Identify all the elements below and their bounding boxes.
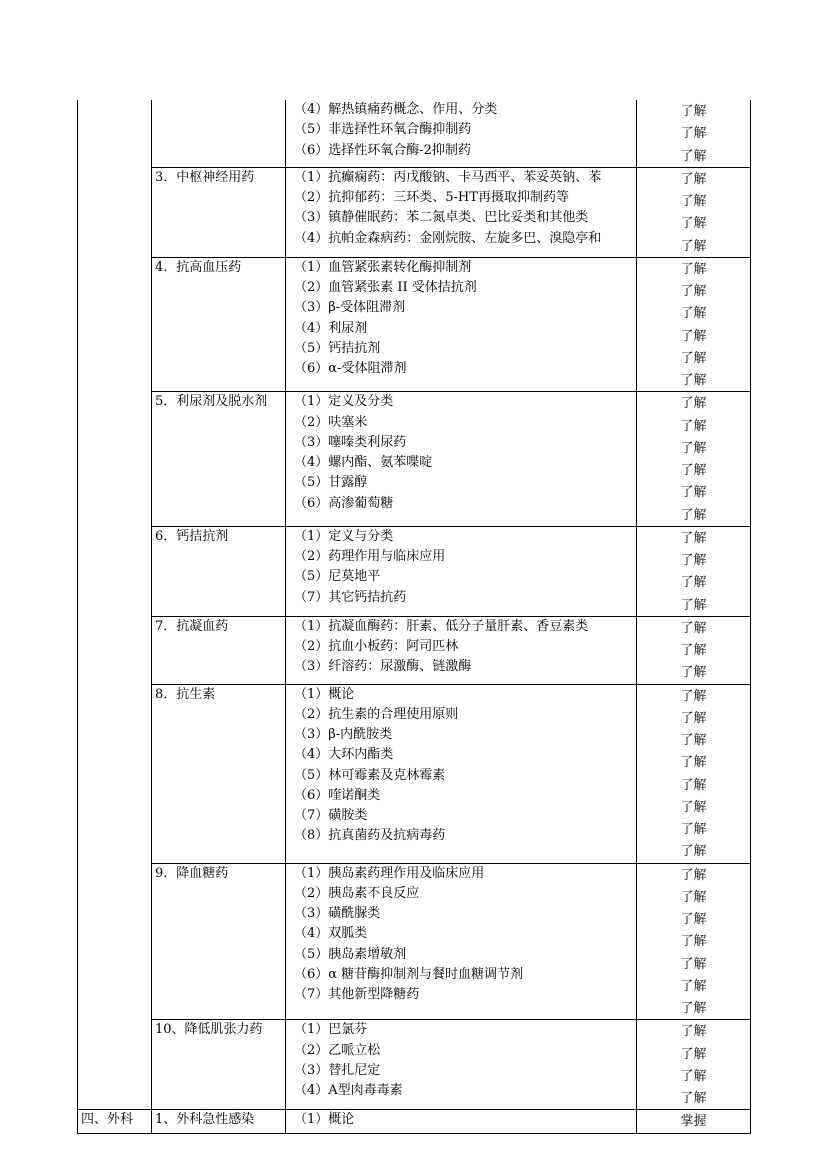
item-text: （5）甘露醇 [294, 475, 368, 491]
section-row [78, 863, 751, 1020]
module-label: 四、外科 [81, 1112, 134, 1128]
item-level: 了解 [680, 1001, 707, 1016]
item-text: （3）β-内酰胺类 [294, 727, 393, 742]
section-row [78, 392, 751, 527]
section-title-cell [152, 1020, 286, 1110]
item-text: （6）高渗葡萄糖 [294, 495, 394, 511]
item-level: 了解 [680, 934, 707, 950]
section-title-cell [152, 684, 286, 863]
level-cell [637, 1020, 751, 1110]
section-row [78, 1020, 751, 1110]
section-row [78, 167, 751, 257]
item-level: 了解 [680, 597, 707, 613]
item-level: 了解 [680, 284, 707, 299]
section-title [152, 100, 285, 120]
item-level: 了解 [680, 867, 707, 883]
items-cell [286, 257, 637, 392]
item-level: 了解 [680, 485, 707, 501]
section-title-cell [152, 863, 286, 1020]
level-cell [637, 526, 751, 616]
item-level: 了解 [680, 1046, 707, 1062]
level-cell [637, 100, 751, 167]
item-level: 了解 [680, 822, 707, 837]
level-cell [637, 1110, 751, 1133]
items-cell [286, 684, 637, 863]
section-title: 10、降低肌张力药 [155, 1022, 263, 1038]
item-text: （7）其他新型降糖药 [294, 987, 420, 1002]
item-text: （4）利尿剂 [294, 320, 368, 336]
item-text: （1）概论 [294, 686, 355, 702]
section-row [78, 100, 751, 167]
item-level: 了解 [680, 799, 707, 815]
item-level: 了解 [680, 844, 707, 860]
item-level: 了解 [680, 553, 707, 568]
item-text: （2）抗血小板药：阿司匹林 [294, 639, 459, 654]
item-text: （4）双胍类 [294, 926, 368, 942]
item-text: （3）噻嗪类利尿药 [294, 434, 407, 450]
item-text: （5）钙拮抗剂 [294, 340, 381, 356]
item-text: （4）抗帕金森病药：金刚烷胺、左旋多巴、溴隐亭和 [294, 230, 602, 246]
syllabus-table [77, 100, 751, 1134]
item-text: （3）β-受体阻滞剂 [294, 300, 406, 316]
item-level: 了解 [680, 126, 707, 142]
item-level: 了解 [680, 328, 707, 344]
section-title-cell [152, 392, 286, 527]
item-text: （3）纤溶药：尿激酶、链激酶 [294, 659, 472, 675]
item-text: （1）血管紧张素转化酶抑制剂 [294, 259, 472, 275]
item-level: 了解 [680, 1068, 707, 1084]
level-cell [637, 616, 751, 684]
level-cell [637, 167, 751, 257]
module-cell [78, 100, 152, 1110]
item-text: （4）大环内酯类 [294, 747, 394, 763]
item-text: （1）概论 [294, 1112, 355, 1128]
module-cell [78, 1110, 152, 1133]
item-level: 了解 [680, 755, 707, 771]
item-level: 了解 [680, 463, 707, 478]
item-text: （1）抗凝血酶药：肝素、低分子量肝素、香豆素类 [294, 618, 589, 634]
item-level: 了解 [680, 171, 707, 187]
item-level: 了解 [680, 507, 707, 523]
section-row [78, 257, 751, 392]
item-text: （2）胰岛素不良反应 [294, 885, 420, 901]
item-text: （2）呋塞米 [294, 414, 368, 430]
section-title: 3．中枢神经用药 [155, 169, 255, 185]
item-text: （4）A型肉毒毒素 [294, 1083, 403, 1098]
item-text: （2）抗抑郁药：三环类、5-HT再摄取抑制药等 [294, 190, 569, 205]
item-text: （2）抗生素的合理使用原则 [294, 706, 459, 722]
item-text: （8）抗真菌药及抗病毒药 [294, 828, 446, 844]
section-title-cell [152, 616, 286, 684]
item-level: 了解 [680, 1024, 707, 1040]
item-level: 了解 [680, 440, 707, 456]
item-level: 了解 [680, 261, 707, 277]
section-title-cell [152, 100, 286, 167]
items-cell [286, 167, 637, 257]
item-level: 了解 [680, 956, 707, 972]
module-label [78, 100, 151, 120]
section-row [78, 616, 751, 684]
item-level: 了解 [680, 1091, 707, 1106]
section-row [78, 684, 751, 863]
section-row [78, 1110, 751, 1133]
items-cell [286, 1110, 637, 1133]
item-level: 了解 [680, 350, 707, 366]
item-level: 了解 [680, 688, 707, 704]
item-level: 了解 [680, 777, 707, 793]
item-level: 了解 [680, 912, 707, 927]
section-title: 4．抗高血压药 [155, 259, 242, 275]
item-text: （2）药理作用与临床应用 [294, 549, 446, 564]
item-text: （2）血管紧张素 II 受体拮抗剂 [294, 280, 477, 295]
items-cell [286, 100, 637, 167]
item-level: 了解 [680, 238, 707, 254]
item-level: 了解 [680, 148, 707, 164]
item-text: （6）选择性环氧合酶-2抑制药 [294, 142, 471, 158]
item-level: 了解 [680, 216, 707, 232]
item-level: 了解 [680, 575, 707, 591]
item-level: 了解 [680, 194, 707, 209]
item-text: （1）胰岛素药理作用及临床应用 [294, 865, 485, 881]
item-text: （5）林可霉素及克林霉素 [294, 767, 446, 783]
item-text: （3）镇静催眠药：苯二氮卓类、巴比妥类和其他类 [294, 210, 589, 226]
section-title-cell [152, 526, 286, 616]
item-text: （5）尼莫地平 [294, 569, 381, 585]
section-title: 6．钙拮抗剂 [155, 528, 229, 544]
level-cell [637, 863, 751, 1020]
level-cell [637, 684, 751, 863]
item-text: （5）胰岛素增敏剂 [294, 946, 407, 962]
item-level: 了解 [680, 418, 707, 434]
item-text: （6）α 糖苷酶抑制剂与餐时血糖调节剂 [294, 966, 524, 982]
item-level: 了解 [680, 620, 707, 636]
item-level: 了解 [680, 104, 707, 119]
item-level: 了解 [680, 665, 707, 681]
item-text: （3）磺酰脲类 [294, 906, 381, 921]
item-text: （4）螺内酯、氨苯喋啶 [294, 455, 433, 470]
item-level: 了解 [680, 733, 707, 748]
section-title: 9．降血糖药 [155, 865, 229, 881]
item-level: 了解 [680, 889, 707, 905]
item-level: 了解 [680, 978, 707, 994]
item-text: （1）定义与分类 [294, 528, 394, 544]
item-text: （1）巴氯芬 [294, 1022, 368, 1038]
section-row [78, 526, 751, 616]
section-title: 7．抗凝血药 [155, 618, 229, 634]
items-cell [286, 616, 637, 684]
section-title-cell [152, 1110, 286, 1133]
level-cell [637, 392, 751, 527]
item-level: 掌握 [680, 1114, 707, 1130]
item-text: （1）抗癫痫药：丙戊酸钠、卡马西平、苯妥英钠、苯 [294, 169, 602, 185]
section-title: 5．利尿剂及脱水剂 [155, 394, 268, 410]
items-cell [286, 863, 637, 1020]
item-text: （3）替扎尼定 [294, 1062, 381, 1078]
item-text: （7）磺胺类 [294, 808, 368, 823]
section-title-cell [152, 167, 286, 257]
item-level: 了解 [680, 396, 707, 412]
item-level: 了解 [680, 306, 707, 322]
level-cell [637, 257, 751, 392]
item-text: （2）乙哌立松 [294, 1042, 381, 1058]
section-title: 8．抗生素 [155, 686, 216, 702]
items-cell [286, 1020, 637, 1110]
section-title: 1、外科急性感染 [155, 1112, 255, 1128]
section-title-cell [152, 257, 286, 392]
item-level: 了解 [680, 710, 707, 726]
item-text: （7）其它钙拮抗药 [294, 589, 407, 605]
items-cell [286, 392, 637, 527]
item-level: 了解 [680, 643, 707, 658]
item-text: （5）非选择性环氧合酶抑制药 [294, 122, 472, 138]
items-cell [286, 526, 637, 616]
item-text: （1）定义及分类 [294, 394, 394, 410]
item-level: 了解 [680, 373, 707, 388]
item-text: （4）解热镇痛药概念、作用、分类 [294, 102, 498, 117]
item-text: （6）α-受体阻滞剂 [294, 361, 407, 376]
item-text: （6）喹诺酮类 [294, 787, 381, 803]
item-level: 了解 [680, 530, 707, 546]
